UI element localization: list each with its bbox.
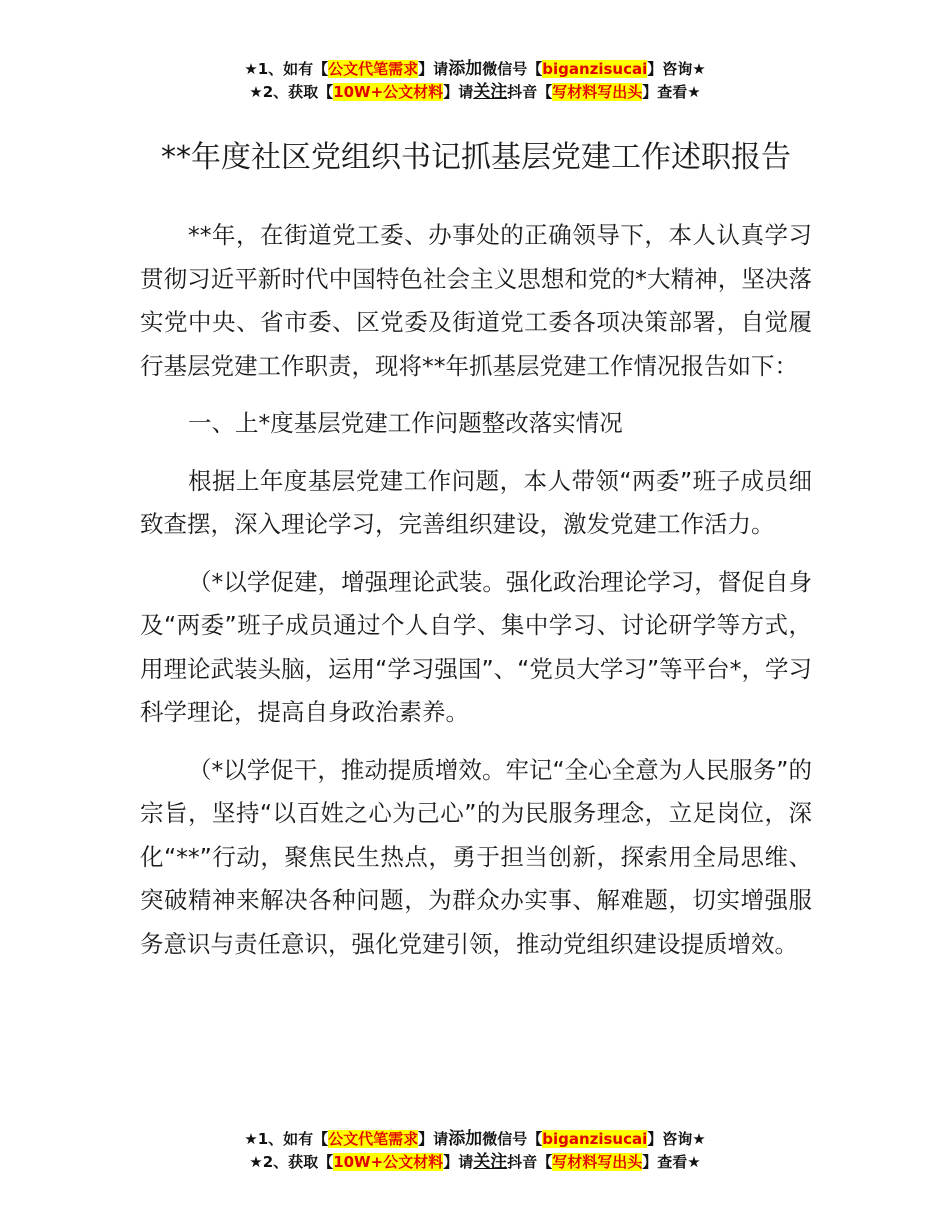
document-body	[140, 214, 812, 980]
section-heading: 一、上*度基层党建工作问题整改落实情况	[188, 409, 623, 437]
ad-text: ★1、如有【	[244, 1130, 329, 1148]
paragraph: （*以学促干，推动提质增效。牢记“全心全意为人民服务”的宗旨，坚持“以百姓之心为己心”的为民服务理念，立足岗位，深化“**”行动，聚焦民生热点，勇于担当创新，探索用全局思维、突破精神来解决各种问题，为群众办实事、解难题，切实增强服务意识与责任意识，强化党建引领，推动党组织建设提质增效。	[140, 755, 812, 958]
ad-highlight-service: 公文代笔需求	[328, 60, 419, 78]
ad-line-1	[0, 58, 950, 81]
ad-highlight-materials: 10W+公文材料	[333, 83, 444, 101]
ad-line-2	[0, 81, 950, 104]
ad-highlight-wechat-id: biganzisucai	[542, 60, 648, 78]
ad-line-1	[0, 1128, 950, 1151]
paragraph: 根据上年度基层党建工作问题，本人带领“两委”班子成员细致查摆，深入理论学习，完善组织建设，激发党建工作活力。	[140, 466, 812, 538]
ad-text: 】咨询★	[647, 60, 706, 78]
ad-banner-top	[0, 58, 950, 104]
ad-text: 】请	[418, 60, 449, 78]
ad-text: 】请	[418, 1130, 449, 1148]
ad-text: 】查看★	[642, 83, 701, 101]
ad-emphasis: 关注	[473, 82, 508, 102]
ad-highlight-douyin-account: 写材料写出头	[552, 1153, 643, 1171]
ad-banner-bottom	[0, 1128, 950, 1174]
ad-text: 微信号【	[482, 60, 543, 78]
ad-line-2	[0, 1151, 950, 1174]
ad-text: 抖音【	[507, 83, 553, 101]
ad-text: 】请	[443, 83, 474, 101]
ad-text: ★2、获取【	[249, 83, 334, 101]
ad-text: 】请	[443, 1153, 474, 1171]
ad-emphasis: 关注	[473, 1152, 508, 1172]
ad-text: ★2、获取【	[249, 1153, 334, 1171]
ad-text: 抖音【	[507, 1153, 553, 1171]
ad-text: ★1、如有【	[244, 60, 329, 78]
paragraph: （*以学促建，增强理论武装。强化政治理论学习，督促自身及“两委”班子成员通过个人自学、集中学习、讨论研学等方式，用理论武装头脑，运用“学习强国”、“党员大学习”等平台*，学习科学理论，提高自身政治素养。	[140, 567, 812, 726]
paragraph-intro: **年，在街道党工委、办事处的正确领导下，本人认真学习贯彻习近平新时代中国特色社会主义思想和党的*大精神，坚决落实党中央、省市委、区党委及街道党工委各项决策部署，自觉履行基层党建工作职责，现将**年抓基层党建工作情况报告如下：	[140, 221, 812, 380]
ad-text: 】咨询★	[647, 1130, 706, 1148]
ad-highlight-douyin-account: 写材料写出头	[552, 83, 643, 101]
ad-highlight-wechat-id: biganzisucai	[542, 1130, 648, 1148]
document-title: **年度社区党组织书记抓基层党建工作述职报告	[161, 140, 791, 176]
ad-emphasis: 添加	[448, 1129, 483, 1149]
ad-highlight-materials: 10W+公文材料	[333, 1153, 444, 1171]
ad-text: 】查看★	[642, 1153, 701, 1171]
ad-highlight-service: 公文代笔需求	[328, 1130, 419, 1148]
ad-emphasis: 添加	[448, 59, 483, 79]
ad-text: 微信号【	[482, 1130, 543, 1148]
